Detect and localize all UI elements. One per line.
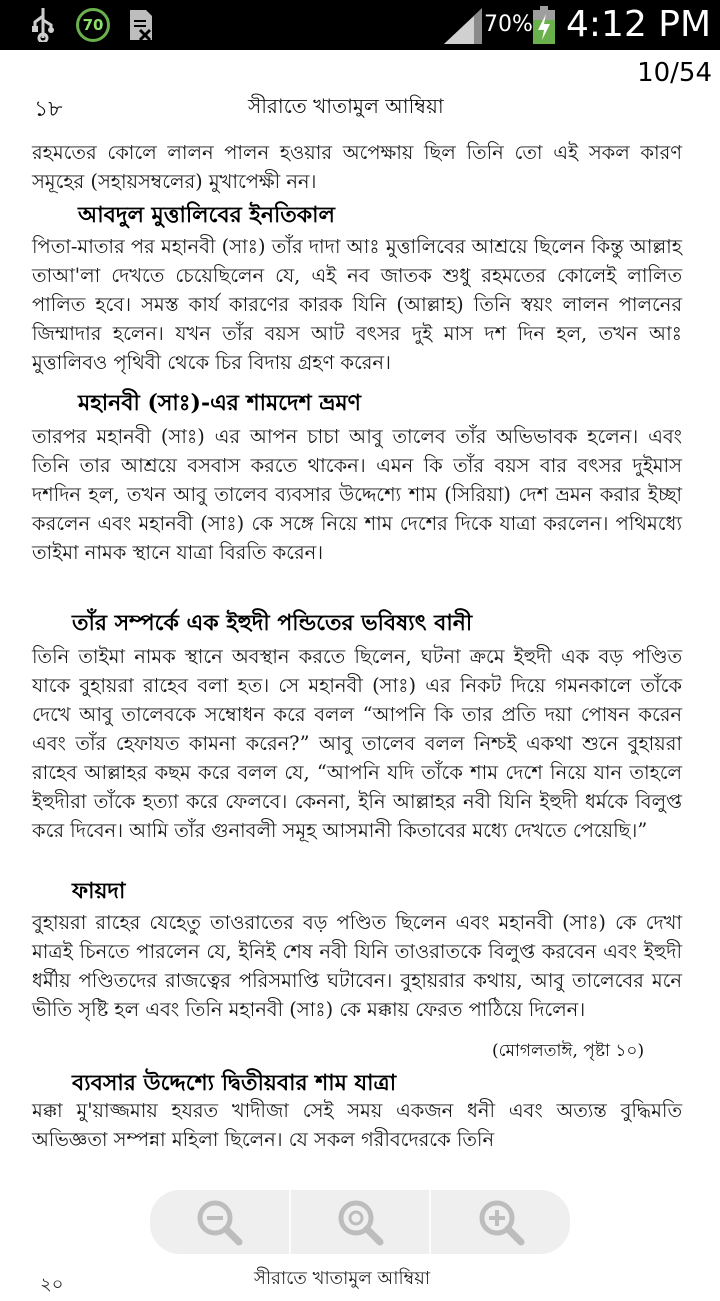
usb-icon [30,6,56,42]
zoom-out-button[interactable] [150,1190,291,1254]
zoom-fit-button[interactable] [291,1190,432,1254]
document-page[interactable] [0,50,720,1295]
battery-charging-icon [533,6,555,44]
heading-5: ব্যবসার উদ্দেশ্যে দ্বিতীয়বার শাম যাত্রা [72,1070,397,1096]
paragraph-2: পিতা-মাতার পর মহানবী (সাঃ) তাঁর দাদা আঃ মুত্তালিবের আশ্রয়ে ছিলেন কিন্তু আল্লাহ তাআ'লা দেখতে চেয়েছিলেন যে, এই নব জাতক শুধু রহমতের কোলেই লালিত পালিত হবে। সমস্ত কার্য কারণের কারক যিনি (আল্লাহ) তিনি স্বয়ং লালন পালনের জিম্মাদার হলেন। যখন তাঁর বয়স আট বৎসর দুই মাস দশ দিন হল, তখন আঃ মুত্তালিবও পৃথিবী থেকে চির বিদায় গ্রহণ করেন। [32,235,682,374]
status-bar [0,0,720,50]
heading-3: তাঁর সম্পর্কে এক ইহুদী পন্ডিতের ভবিষ্যৎ বানী [72,610,473,636]
heading-4: ফায়দা [72,878,126,904]
zoom-in-button[interactable] [431,1190,570,1254]
zoom-controls [150,1190,570,1254]
zoom-fit-icon [335,1197,385,1247]
next-page-running-head: সীরাতে খাতামুল আম্বিয়া [254,1268,431,1289]
battery-indicator-icon [76,8,110,42]
zoom-in-icon [476,1197,526,1247]
heading-2: মহানবী (সাঃ)-এর শামদেশ ভ্রমণ [78,390,361,416]
citation: (মোগলতাঈ, পৃষ্টা ১০) [492,1041,645,1061]
heading-1: আবদুল মুত্তালিবের ইনতিকাল [78,202,335,228]
paragraph-6: মক্কা মু'য়াজ্জমায় হযরত খাদীজা সেই সময় একজন ধনী এবং অত্যন্ত বুদ্ধিমতি অভিজ্ঞতা সম্পন্না মহিলা ছিলেন। যে সকল গরীবদেরকে তিনি [32,1099,682,1151]
zoom-out-icon [194,1197,244,1247]
battery-indicator-value: 70 [82,16,104,34]
paragraph-4: তিনি তাইমা নামক স্থানে অবস্থান করতে ছিলেন, ঘটনা ক্রমে ইহুদী এক বড় পণ্ডিত যাকে বুহায়রা রাহেব বলা হত। সে মহানবী (সাঃ) এর নিকট দিয়ে গমনকালে তাঁকে দেখে আবু তালেবকে সম্বোধন করে বলল “আপনি কি তার প্রতি দয়া পোষন করেন এবং তাঁর হেফাযত কামনা করেন?” আবু তালেব বলল নিশ্চই একথা শুনে বুহায়রা রাহেব আল্লাহর কছম করে বলল যে, “আপনি যদি তাঁকে শাম দেশে নিয়ে যান তাহলে ইহুদীরা তাঁকে হত্যা করে ফেলবে। কেননা, ইনি আল্লাহর নবী যিনি ইহুদী ধর্মকে বিলুপ্ত করে দিবেন। আমি তাঁর গুনাবলী সমূহ আসমানী কিতাবের মধ্যে দেখতে পেয়েছি।” [32,645,682,842]
signal-icon [444,8,482,44]
paragraph-3: তারপর মহানবী (সাঃ) এর আপন চাচা আবু তালেব তাঁর অভিভাবক হলেন। এবং তিনি তার আশ্রয়ে বসবাস করতে থাকেন। এমন কি তাঁর বয়স বার বৎসর দুইমাস দশদিন হল, তখন আবু তালেব ব্যবসার উদ্দেশ্যে শাম (সিরিয়া) দেশ ভ্রমন করার ইচ্ছা করলেন এবং মহানবী (সাঃ) কে সঙ্গে নিয়ে শাম দেশের দিকে যাত্রা করলেন। পথিমধ্যে তাইমা নামক স্থানে যাত্রা বিরতি করেন। [32,425,682,564]
paragraph-1: রহমতের কোলে লালন পালন হওয়ার অপেক্ষায় ছিল তিনি তো এই সকল কারণ সমূহের (সহায়সম্বলের) মুখাপেক্ষী নন। [32,141,682,193]
clock: 4:12 PM [566,4,712,45]
paragraph-5: বুহায়রা রাহের যেহেতু তাওরাতের বড় পণ্ডিত ছিলেন এবং মহানবী (সাঃ) কে দেখা মাত্রই চিনতে পারলেন যে, ইনিই শেষ নবী যিনি তাওরাতকে বিলুপ্ত করবেন এবং ইহুদী ধর্মীয় পণ্ডিতদের রাজত্বের পরিসমাপ্তি ঘটাবেন। বুহায়রার কথায়, আবু তালেবের মনে ভীতি সৃষ্টি হল এবং তিনি মহানবী (সাঃ) কে মক্কায় ফেরত পাঠিয়ে দিলেন। [32,911,682,1021]
battery-percent: 70% [484,12,533,37]
next-page-number: ২০ [40,1274,64,1295]
sd-card-icon [128,8,154,42]
running-head-title: সীরাতে খাতামুল আম্বিয়া [248,94,444,118]
running-head-page-number: ১৮ [34,97,63,122]
page-indicator: 10/54 [637,58,712,88]
